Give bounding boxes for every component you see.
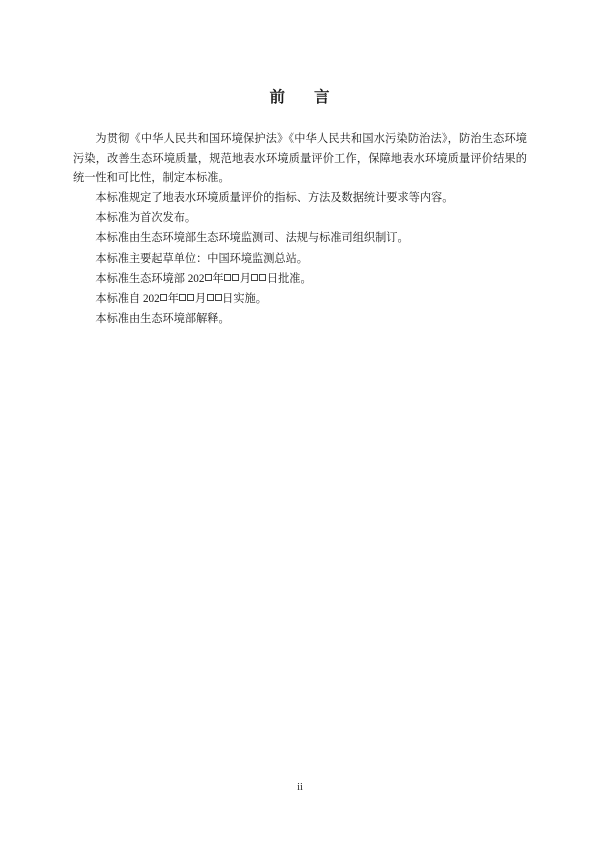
page-title	[73, 85, 527, 107]
blank-box-icon	[259, 274, 266, 281]
page-title-right: 言	[314, 89, 331, 106]
blank-box-icon	[187, 294, 194, 301]
paragraph-purpose: 为贯彻《中华人民共和国环境保护法》《中华人民共和国水污染防治法》，防治生态环境污染，改善生态环境质量，规范地表水环境质量评价工作，保障地表水环境质量评价结果的统一性和可比性，制定本标准。	[73, 133, 527, 185]
implementation-year-suffix: 年	[167, 292, 179, 305]
blank-box-icon	[160, 294, 167, 301]
blank-box-icon	[251, 274, 258, 281]
paragraph-interpretation: 本标准由生态环境部解释。	[95, 312, 230, 325]
implementation-day-suffix: 日实施。	[222, 292, 267, 305]
paragraph-implementation	[73, 290, 527, 310]
paragraph-scope: 本标准规定了地表水环境质量评价的指标、方法及数据统计要求等内容。	[95, 192, 454, 205]
paragraph-first-release: 本标准为首次发布。	[95, 212, 197, 225]
page-content	[73, 0, 527, 848]
page-number: ii	[297, 782, 303, 793]
blank-box-icon	[224, 274, 231, 281]
page-footer	[0, 782, 600, 793]
blank-box-icon	[215, 294, 222, 301]
implementation-month-suffix: 月	[194, 292, 207, 305]
blank-box-icon	[205, 274, 212, 281]
approval-day-suffix: 日批准。	[266, 272, 312, 285]
page-title-left: 前	[269, 89, 286, 106]
blank-box-icon	[232, 274, 239, 281]
implementation-prefix: 本标准自 202	[95, 292, 160, 305]
blank-box-icon	[207, 294, 214, 301]
approval-prefix: 本标准生态环境部 202	[95, 272, 205, 285]
blank-box-icon	[179, 294, 186, 301]
approval-month-suffix: 月	[239, 272, 251, 285]
paragraph-drafting-unit: 本标准主要起草单位：中国环境监测总站。	[95, 252, 308, 265]
approval-year-suffix: 年	[212, 272, 224, 285]
foreword-body	[73, 130, 527, 329]
paragraph-approval	[73, 270, 527, 290]
paragraph-organizer: 本标准由生态环境部生态环境监测司、法规与标准司组织制订。	[95, 232, 409, 245]
